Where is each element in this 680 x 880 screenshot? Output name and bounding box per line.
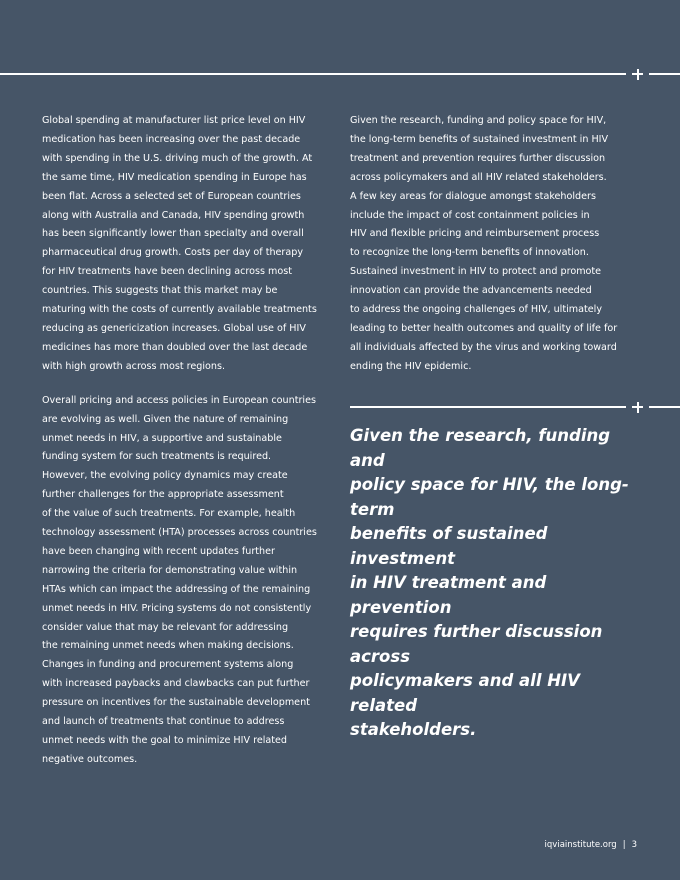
top-rule-left	[0, 73, 626, 75]
page-number: 3	[631, 840, 637, 850]
body-paragraph: Overall pricing and access policies in European countries are evolving as well. Given the nature of remaining unmet needs in HIV, a supportive and sustainable funding system for such treatments is required. However, the evolving policy dynamics may create further challenges for the appropriate assessment of the value of such treatments. For example, health technology assessment (HTA) processes across countries have been changing with recent updates further narrowing the criteria for demonstrating value within HTAs which can impact the addressing of the remaining unmet needs in HIV. Pricing systems do not consistently consider value that may be relevant for addressing the remaining unmet needs when making decisions. Changes in funding and procurement systems along with increased paybacks and clawbacks can put further pressure on incentives for the sustainable development and launch of treatments that continue to address unmet needs with the goal to minimize HIV related negative outcomes.	[42, 394, 317, 765]
top-rule-right	[649, 73, 680, 75]
footer-separator: |	[622, 840, 626, 850]
footer-site-link[interactable]: iqviainstitute.org	[544, 840, 617, 850]
body-paragraph: Given the research, funding and policy space for HIV, the long-term benefits of sustained investment in HIV treatment and prevention requires further discussion across policymakers and all HIV related stakeholders. A few key areas for dialogue amongst stakeholders include the impact of cost containment policies in HIV and flexible pricing and reimbursement process to recognize the long-term benefits of innovation. Sustained investment in HIV to protect and promote innovation can provide the advancements needed to address the ongoing challenges of HIV, ultimately leading to better health outcomes and quality of life for all individuals affected by the virus and working toward ending the HIV epidemic.	[350, 115, 618, 372]
body-paragraph: Global spending at manufacturer list price level on HIV medication has been increasing over the past decade with spending in the U.S. driving much of the growth. At the same time, HIV medication spending in Europe has been flat. Across a selected set of European countries along with Australia and Canada, HIV spending growth has been significantly lower than specialty and overall pharmaceutical drug growth. Costs per day of therapy for HIV treatments have been declining across most countries. This suggests that this market may be maturing with the costs of currently available treatments reducing as genericization increases. Global use of HIV medicines has more than doubled over the last decade with high growth across most regions.	[42, 115, 317, 372]
quote-rule-right	[649, 406, 680, 408]
plus-icon	[632, 69, 643, 80]
body-right-column	[350, 112, 650, 377]
body-left-column	[42, 112, 342, 770]
quote-rule-left	[350, 406, 626, 408]
page-footer	[545, 839, 637, 851]
plus-icon	[632, 402, 643, 413]
pull-quote: Given the research, funding and policy space for HIV, the long-term benefits of sustained investment in HIV treatment and prevention requires further discussion across policymakers and all HIV related stakeholders.	[350, 426, 629, 739]
